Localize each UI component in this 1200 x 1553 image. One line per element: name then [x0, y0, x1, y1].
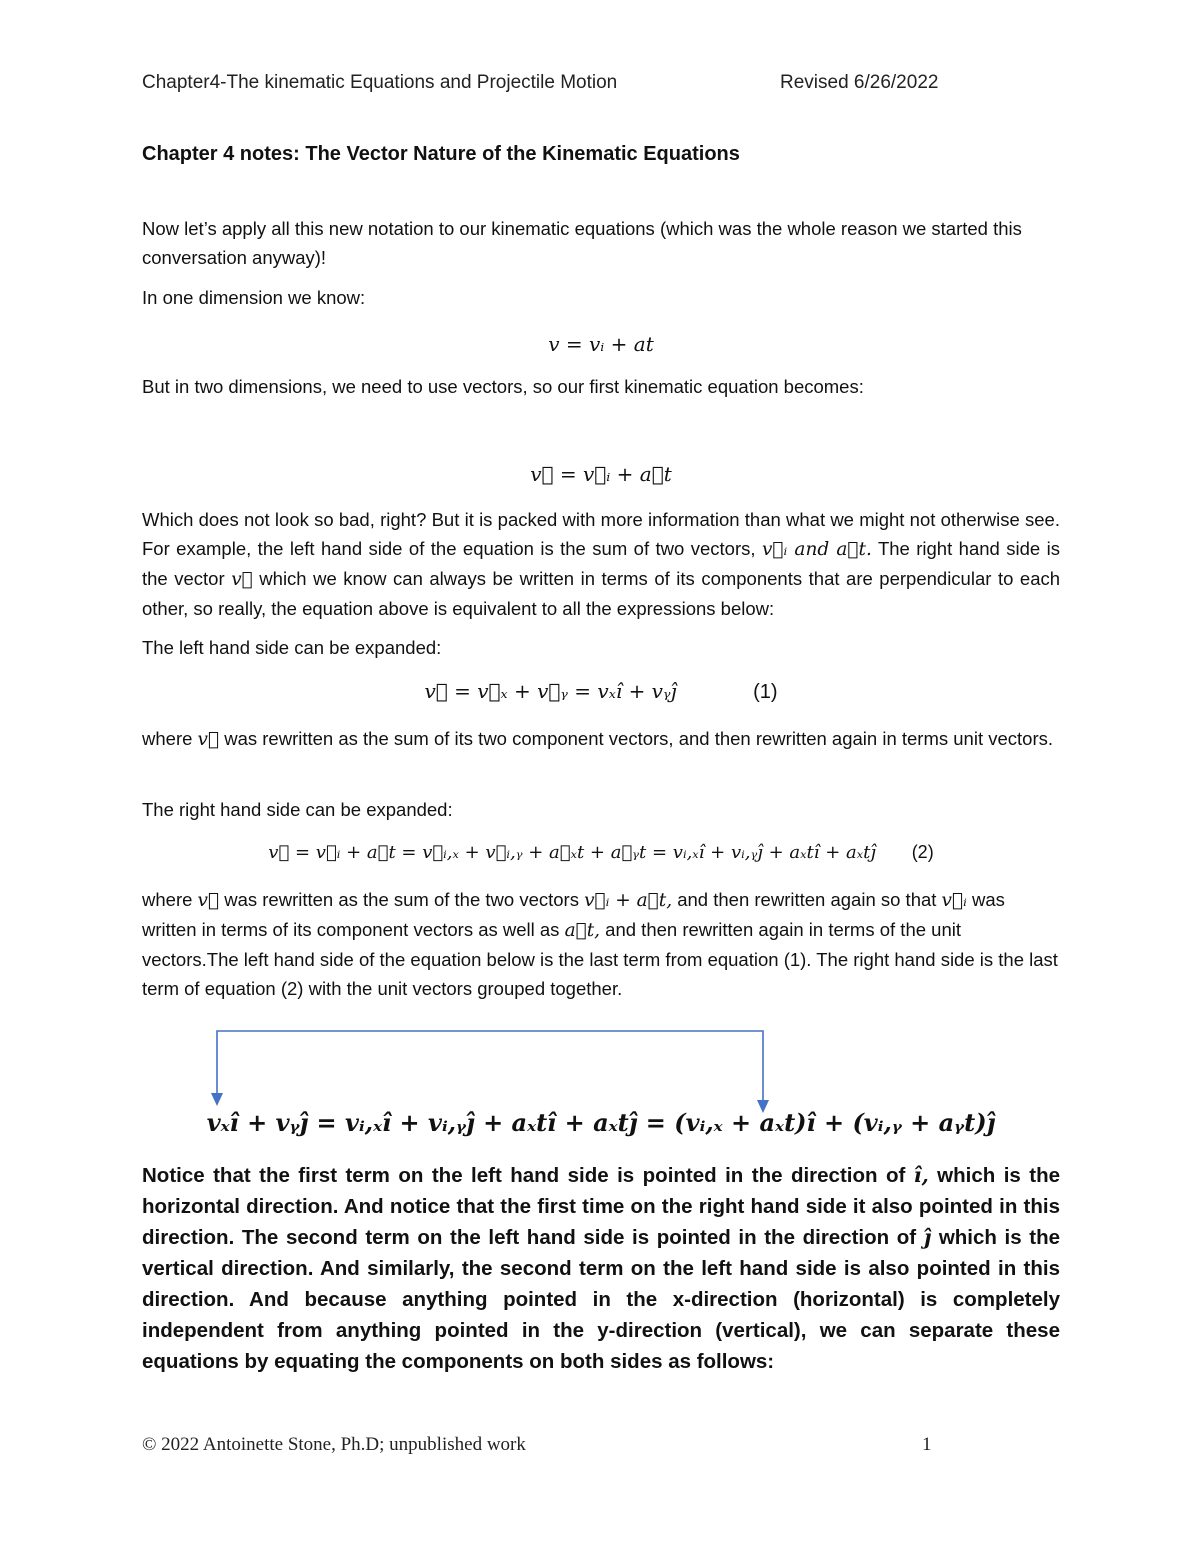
intro-paragraph: Now let’s apply all this new notation to our kinematic equations (which was the whole reason we started this conversation anyway)!: [142, 218, 1022, 268]
equation-number-1: (1): [753, 681, 778, 703]
notice-text-c: which is the vertical direction. And similarly, the second term on the left hand side is also pointed in this direction. And because anything pointed in the x-direction (horizontal) is completely independent from anything pointed in the y-direction (vertical), we can separate these equations by equating the components on both sides as follows:: [142, 1226, 1060, 1373]
explain-text-1: Which does not look so bad, right? But it is packed with more information than what we might not otherwise see. For example, the left hand side of the equation is the sum of two vectors,: [142, 509, 1060, 559]
left-note-text-b: was rewritten as the sum of its two component vectors, and then rewritten again in terms unit vectors.: [224, 728, 1053, 749]
right-note-d: was written in terms of its component vectors as well as: [142, 889, 1005, 940]
arrowhead-left: [211, 1093, 223, 1106]
right-note-b: was rewritten as the sum of the two vectors: [224, 889, 579, 910]
notice-text-b: which is the horizontal direction. And notice that the first time on the right hand side it also pointed in this direction. The second term on the left hand side is pointed in the direction of: [142, 1164, 1060, 1249]
section-title: Chapter 4 notes: The Vector Nature of the Kinematic Equations: [142, 143, 740, 165]
explain-math-2: v⃗: [231, 569, 253, 590]
header-revised-date: Revised 6/26/2022: [780, 72, 939, 93]
right-note-math-3: v⃗ᵢ: [941, 890, 967, 911]
right-side-lead: The right hand side can be expanded:: [142, 799, 453, 820]
connector-line: [217, 1031, 763, 1100]
equation-grouped: vₓî + vᵧĵ = vᵢ,ₓî + vᵢ,ᵧĵ + aₓtî + aₓtĵ = (vᵢ,ₓ + aₓt)î + (vᵢ,ᵧ + aᵧt)ĵ: [206, 1108, 996, 1137]
right-note-c: and then rewritten again so that: [677, 889, 937, 910]
notice-math-i: î,: [913, 1163, 929, 1187]
right-note-e: and then rewritten again in terms of the unit vectors.The left hand side of the equation below is the last term from equation (1). The right hand side is the last term of equation (2) with the unit vectors grouped together.: [142, 919, 1058, 999]
explain-math-1: v⃗ᵢ and a⃗t.: [761, 539, 872, 560]
notice-paragraph: [142, 1160, 1060, 1377]
equation-1d: v = vᵢ + at: [548, 332, 654, 356]
notice-text-a: Notice that the first term on the left hand side is pointed in the direction of: [142, 1164, 906, 1187]
right-note-a: where: [142, 889, 193, 910]
explain-text-3: which we know can always be written in terms of its components that are perpendicular to each other, so really, the equation above is equivalent to all the expressions below:: [142, 568, 1061, 619]
equation-number-2: (2): [911, 842, 934, 862]
right-note-math-1: v⃗: [197, 890, 220, 911]
footer-copyright: © 2022 Antoinette Stone, Ph.D; unpublished work: [142, 1434, 526, 1455]
explain-text-2: The right hand side is the vector: [142, 538, 1060, 589]
left-note-math: v⃗: [197, 729, 220, 750]
one-dimension-lead: In one dimension we know:: [142, 287, 366, 308]
two-dimension-lead: But in two dimensions, we need to use vectors, so our first kinematic equation becomes:: [142, 376, 864, 397]
left-note-text-a: where: [142, 728, 193, 749]
equation-left-text: v⃗ = v⃗ₓ + v⃗ᵧ = vₓî + vᵧĵ: [424, 679, 677, 703]
footer-page-number: 1: [922, 1434, 932, 1455]
right-note-math-2: v⃗ᵢ + a⃗t,: [584, 890, 673, 911]
right-note-math-4: a⃗t,: [564, 920, 601, 941]
notice-math-j: ĵ: [923, 1225, 932, 1249]
equation-2d: v⃗ = v⃗ᵢ + a⃗t: [530, 462, 672, 486]
equation-right-text: v⃗ = v⃗ᵢ + a⃗t = v⃗ᵢ,ₓ + v⃗ᵢ,ᵧ + a⃗ₓt + a⃗ᵧt = vᵢ,ₓî + vᵢ,ᵧĵ + aₓtî + aₓtĵ: [268, 842, 876, 863]
header-chapter-title: Chapter4-The kinematic Equations and Projectile Motion: [142, 72, 618, 93]
left-side-lead: The left hand side can be expanded:: [142, 637, 442, 658]
